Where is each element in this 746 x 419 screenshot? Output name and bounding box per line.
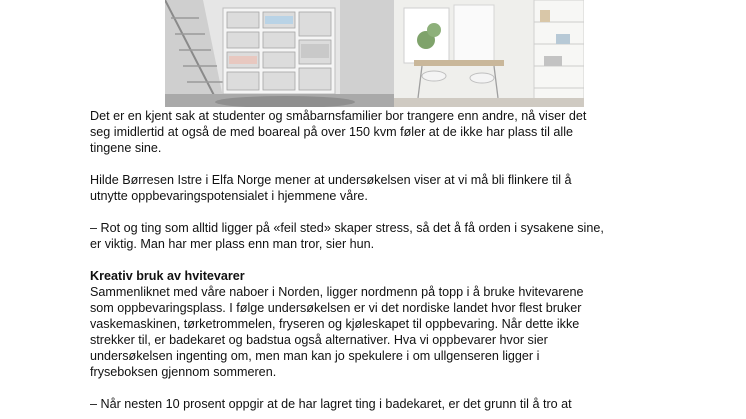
last-paragraph: – Når nesten 10 prosent oppgir at de har lagret ting i badekaret, er det grunn til å tro at [90, 397, 572, 411]
quote-intro-paragraph: Hilde Børresen Istre i Elfa Norge mener at undersøkelsen viser at vi må bli flinkere til å utnytte oppbevaringspotensialet i hjemmene våre. [90, 173, 572, 203]
header-photos [165, 0, 584, 107]
intro-paragraph: Det er en kjent sak at studenter og småbarnsfamilier bor trangere enn andre, nå viser det seg imidlertid at også de med boareal på over 150 kvm føler at de ikke har plass til alle tingene sine. [90, 109, 587, 155]
kitchen-photo [394, 0, 584, 107]
quote-paragraph: – Rot og ting som alltid ligger på «feil sted» skaper stress, så det å få orden i sysakene sine, er viktig. Man har mer plass enn man tror, sier hun. [90, 221, 604, 251]
storage-shelf-photo [165, 0, 394, 107]
section-heading: Kreativ bruk av hvitevarer [90, 269, 245, 283]
section-paragraph: Sammenliknet med våre naboer i Norden, ligger nordmenn på topp i å bruke hvitevarene som oppbevaringsplass. I følge undersøkelsen er vi det nordiske landet hvor flest bruker vaskemaskinen, tørketrommelen, fryseren og kjøleskapet til oppbevaring. Når dette ikke strekker til, er badekaret og badstua også alternativer. Hva vi oppbevarer hvor sier undersøkelsen ingenting om, men man kan jo spekulere i om ullgenseren ligger i fryseboksen gjennom sommeren. [90, 285, 584, 379]
article-body [90, 108, 670, 412]
